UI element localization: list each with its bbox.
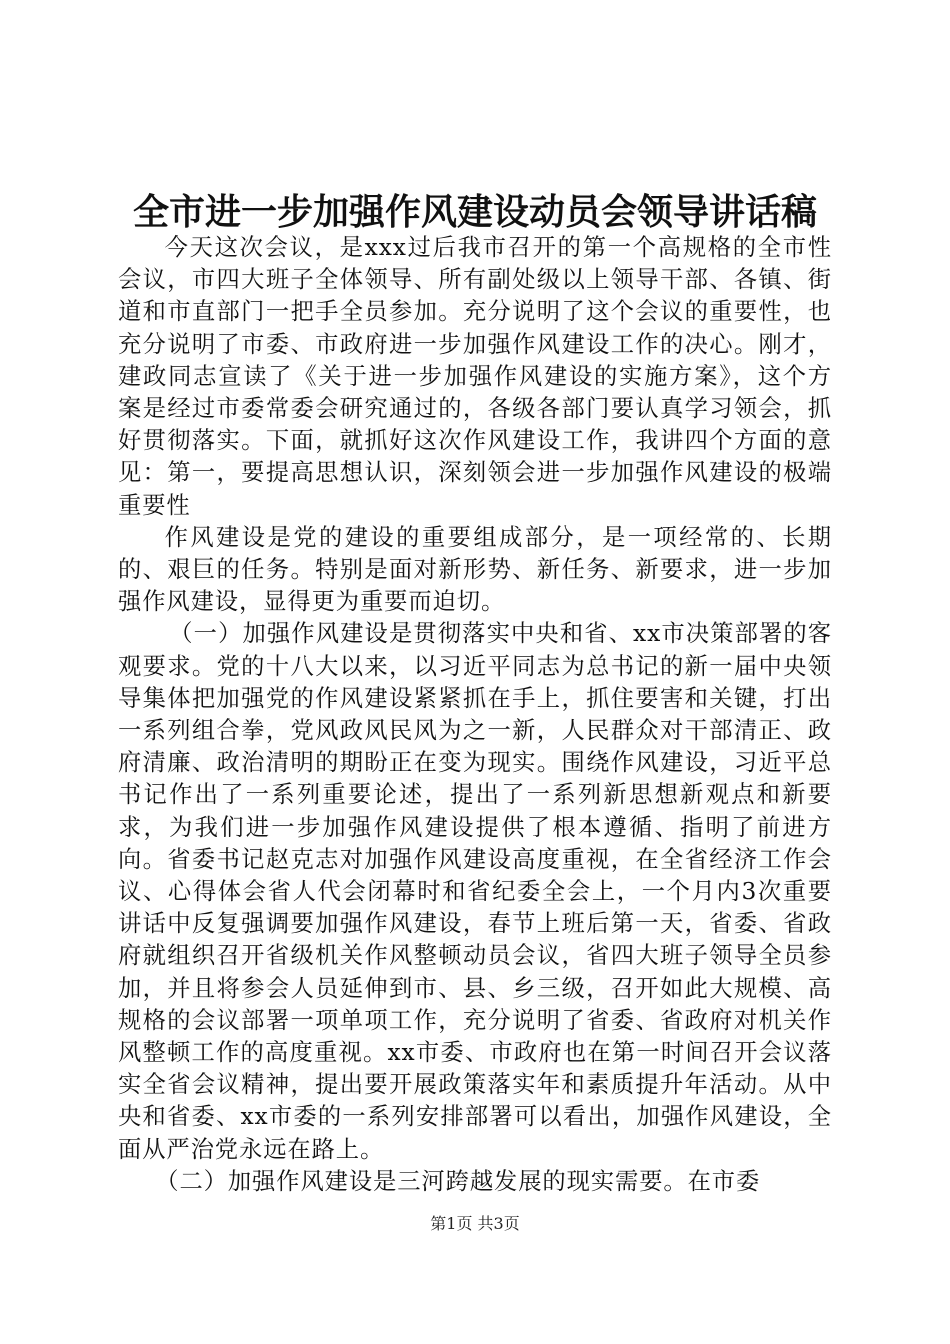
paragraph-importance: 作风建设是党的建设的重要组成部分，是一项经常的、长期的、艰巨的任务。特别是面对新形势、新任务、新要求，进一步加强作风建设，显得更为重要而迫切。 (118, 523, 832, 616)
paragraph-section-two: （二）加强作风建设是三河跨越发展的现实需要。在市委 (155, 1167, 761, 1195)
paragraph-section-one: （一）加强作风建设是贯彻落实中央和省、xx市决策部署的客观要求。党的十八大以来，以习近平同志为总书记的新一届中央领导集体把加强党的作风建设紧紧抓在手上，抓住要害和关键，打出一系列组合拳，党风政风民风为之一新，人民群众对干部清正、政府清廉、政治清明的期盼正在变为现实。围绕作风建设，习近平总书记作出了一系列重要论述，提出了一系列新思想新观点和新要求，为我们进一步加强作风建设提供了根本遵循、指明了前进方向。省委书记赵克志对加强作风建设高度重视，在全省经济工作会议、心得体会省人代会闭幕时和省纪委全会上，一个月内3次重要讲话中反复强调要加强作风建设，春节上班后第一天，省委、省政府就组织召开省级机关作风整顿动员会议，省四大班子领导全员参加，并且将参会人员延伸到市、县、乡三级，召开如此大规模、高规格的会议部署一项单项工作，充分说明了省委、省政府对机关作风整顿工作的高度重视。xx市委、市政府也在第一时间召开会议落实全省会议精神，提出要开展政策落实年和素质提升年活动。从中央和省委、xx市委的一系列安排部署可以看出，加强作风建设，全面从严治党永远在路上。 (118, 620, 832, 1163)
document-body (118, 232, 832, 1198)
paragraph-intro: 今天这次会议，是xxx过后我市召开的第一个高规格的全市性会议，市四大班子全体领导、所有副处级以上领导干部、各镇、街道和市直部门一把手全员参加。充分说明了这个会议的重要性，也充分说明了市委、市政府进一步加强作风建设工作的决心。刚才，建政同志宣读了《关于进一步加强作风建设的实施方案》，这个方案是经过市委常委会研究通过的，各级各部门要认真学习领会，抓好贯彻落实。下面，就抓好这次作风建设工作，我讲四个方面的意见：第一，要提高思想认识，深刻领会进一步加强作风建设的极端重要性 (118, 234, 832, 519)
page-number-footer: 第1页 共3页 (430, 1214, 520, 1233)
document-title: 全市进一步加强作风建设动员会领导讲话稿 (132, 191, 817, 233)
